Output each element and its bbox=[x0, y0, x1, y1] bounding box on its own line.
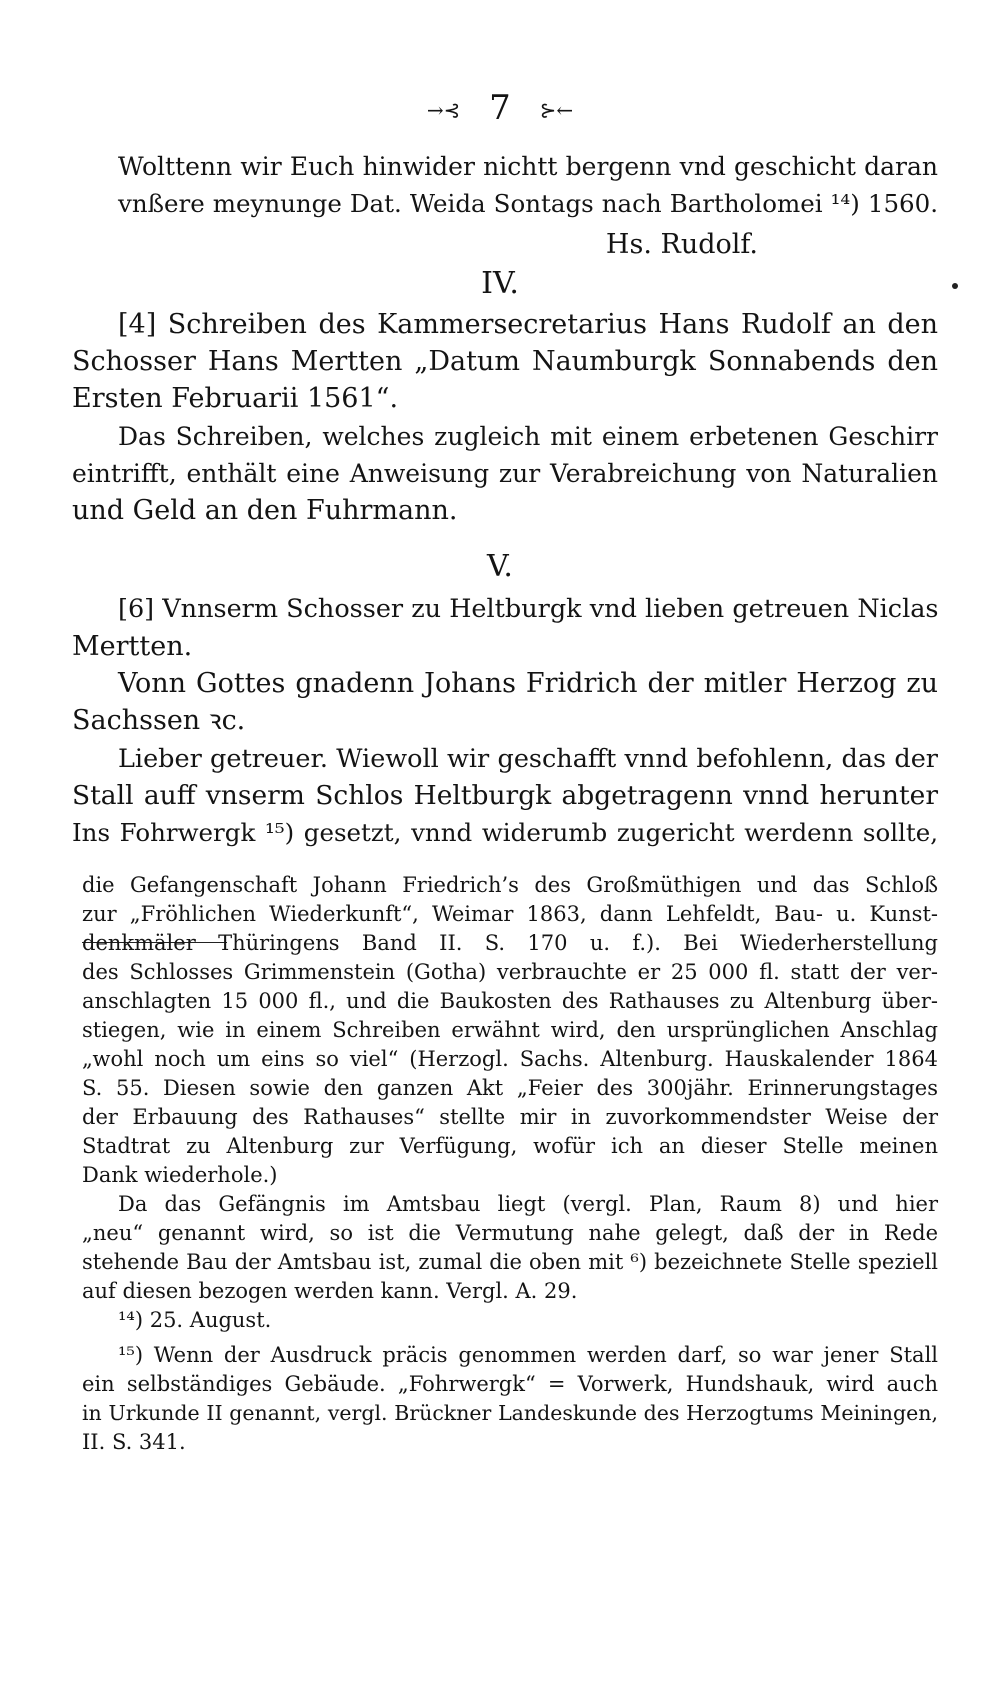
body-line: Mertten. bbox=[72, 631, 193, 662]
page-number: 7 bbox=[489, 88, 511, 128]
body-line: Wolttenn wir Euch hinwider nichtt bergenn vnd geschicht daran bbox=[118, 152, 938, 181]
footnote-line: Da das Gefängnis im Amtsbau liegt (vergl. Plan, Raum 8) und hier bbox=[118, 1192, 938, 1216]
body-line: vnßere meynunge Dat. Weida Sontags nach Bartholomei ¹⁴) 1560. bbox=[118, 189, 938, 218]
body-line: Das Schreiben, welches zugleich mit einem erbetenen Geschirr bbox=[118, 422, 938, 451]
footnote-line: „neu“ genannt wird, so ist die Vermutung nahe gelegt, daß der in Rede bbox=[82, 1221, 938, 1245]
ornament-left-icon: →⊰ bbox=[426, 98, 461, 122]
footnote-line: Stadtrat zu Altenburg zur Verfügung, wofür ich an dieser Stelle meinen bbox=[82, 1134, 938, 1158]
section-heading-iv: IV. bbox=[481, 266, 519, 301]
footnote-line: ein selbständiges Gebäude. „Fohrwergk“ = Vorwerk, Hundshauk, wird auch bbox=[82, 1372, 938, 1396]
footnote-line: die Gefangenschaft Johann Friedrich’s des Großmüthigen und das Schloß bbox=[82, 873, 938, 897]
body-line: [4] Schreiben des Kammersecretarius Hans Rudolf an den bbox=[118, 309, 938, 340]
signature-line: Hs. Rudolf. bbox=[605, 229, 758, 260]
footnote-line: stiegen, wie in einem Schreiben erwähnt wird, den ursprünglichen Anschlag bbox=[82, 1018, 938, 1042]
footnote-15: ¹⁵) Wenn der Ausdruck präcis genommen werden darf, so war jener Stall bbox=[118, 1343, 938, 1367]
footnote-14: ¹⁴) 25. August. bbox=[118, 1308, 272, 1332]
footnote-line: anschlagten 15 000 fl., und die Baukosten des Rathauses zu Altenburg über- bbox=[82, 989, 938, 1013]
page-header bbox=[0, 88, 1000, 128]
footnote-line: in Urkunde II genannt, vergl. Brückner Landeskunde des Herzogtums Meiningen, bbox=[82, 1401, 938, 1425]
body-line: eintrifft, enthält eine Anweisung zur Verabreichung von Naturalien bbox=[72, 459, 938, 488]
section-heading-v: V. bbox=[487, 549, 513, 584]
body-line: Lieber getreuer. Wiewoll wir geschafft vnnd befohlenn, das der bbox=[118, 744, 938, 774]
footnote-line: der Erbauung des Rathauses“ stellte mir in zuvorkommendster Weise der bbox=[82, 1105, 938, 1129]
footnote-line: denkmäler Thüringens Band II. S. 170 u. f.). Bei Wiederherstellung bbox=[82, 931, 938, 955]
footnote-line: II. S. 341. bbox=[82, 1430, 186, 1454]
ornament-right-icon: ⊱← bbox=[539, 98, 574, 122]
footnote-line: zur „Fröhlichen Wiederkunft“, Weimar 1863, dann Lehfeldt, Bau- u. Kunst- bbox=[82, 902, 938, 926]
footnote-line: S. 55. Diesen sowie den ganzen Akt „Feier des 300jähr. Erinnerungstages bbox=[82, 1076, 938, 1100]
body-line: Ersten Februarii 1561“. bbox=[72, 383, 399, 414]
body-line: [6] Vnnserm Schosser zu Heltburgk vnd lieben getreuen Niclas bbox=[118, 594, 939, 624]
footnote-line: Dank wiederhole.) bbox=[82, 1163, 278, 1187]
body-line: und Geld an den Fuhrmann. bbox=[72, 495, 458, 526]
body-line: Sachssen ꝛc. bbox=[72, 705, 246, 736]
body-line: Schosser Hans Mertten „Datum Naumburgk Sonnabends den bbox=[72, 346, 938, 377]
body-line: Vonn Gottes gnadenn Johans Fridrich der mitler Herzog zu bbox=[118, 668, 938, 699]
body-line: Stall auff vnserm Schlos Heltburgk abgetragenn vnnd herunter bbox=[72, 780, 938, 811]
footnote-line: des Schlosses Grimmenstein (Gotha) verbrauchte er 25 000 fl. statt der ver- bbox=[82, 960, 938, 984]
footnote-line: stehende Bau der Amtsbau ist, zumal die oben mit ⁶) bezeichnete Stelle speziell bbox=[82, 1250, 938, 1274]
footnote-line: auf diesen bezogen werden kann. Vergl. A. 29. bbox=[82, 1279, 578, 1303]
body-line: Ins Fohrwergk ¹⁵) gesetzt, vnnd widerumb zugericht werdenn sollte, bbox=[72, 818, 938, 847]
footnote-line: „wohl noch um eins so viel“ (Herzogl. Sachs. Altenburg. Hauskalender 1864 bbox=[82, 1047, 938, 1071]
